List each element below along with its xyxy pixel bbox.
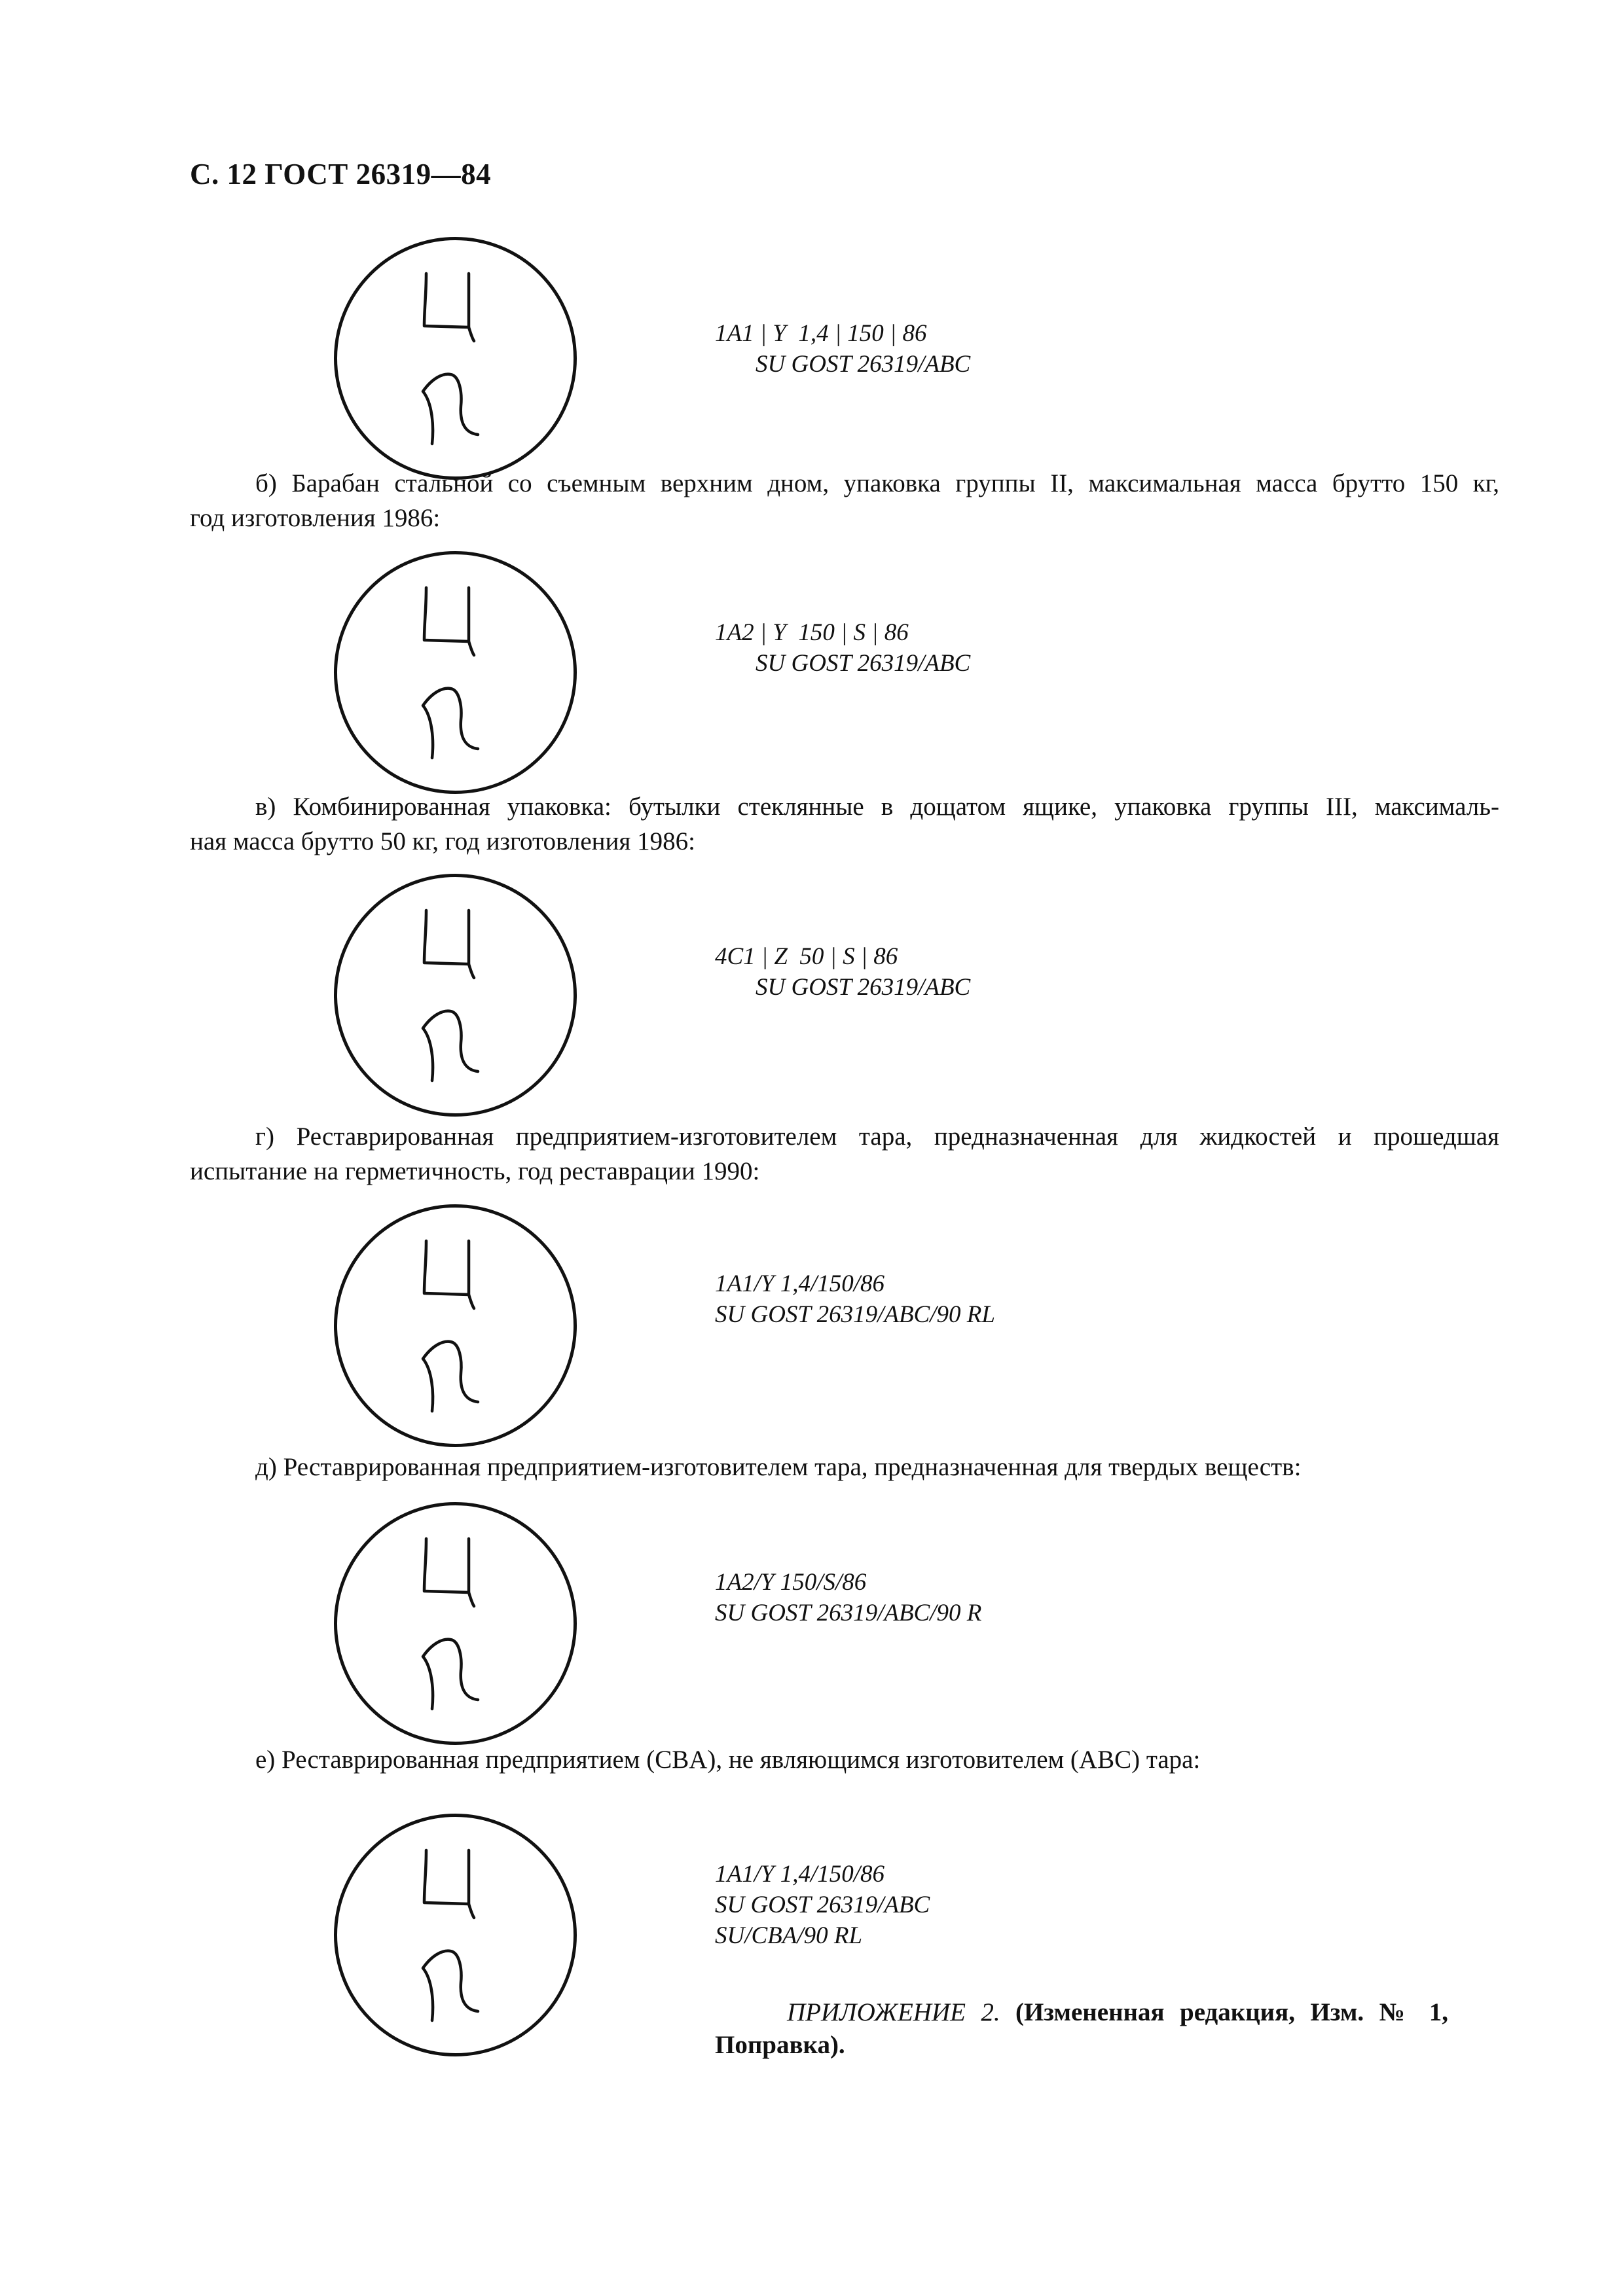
ip-emblem bbox=[333, 236, 578, 481]
marking-code-line: SU/CBA/90 RL bbox=[715, 1922, 863, 1949]
item-caption bbox=[190, 789, 1499, 859]
caption-line: б) Барабан стальной со съемным верхним дном, упаковка группы II, максимальная масса брутто 150 кг, bbox=[255, 469, 1499, 497]
appendix-note bbox=[715, 1996, 1448, 2062]
item-caption bbox=[190, 1119, 1499, 1189]
caption-line: год изготовления 1986: bbox=[190, 504, 441, 532]
marking-code bbox=[715, 1268, 995, 1330]
marking-code-line: 1A2 | Y 150 | S | 86 bbox=[715, 619, 909, 646]
ip-emblem bbox=[333, 1203, 578, 1448]
marking-code-line: SU GOST 26319/ABC bbox=[756, 650, 971, 677]
ip-emblem bbox=[333, 1812, 578, 2058]
ip-emblem bbox=[333, 872, 578, 1118]
marking-code bbox=[715, 617, 970, 679]
caption-line: ная масса брутто 50 кг, год изготовления 1986: bbox=[190, 827, 695, 855]
marking-code bbox=[715, 1567, 981, 1628]
ip-emblem bbox=[333, 550, 578, 795]
marking-code-line: SU GOST 26319/ABC bbox=[756, 974, 971, 1001]
marking-code-line: SU GOST 26319/ABC/90 R bbox=[715, 1600, 982, 1626]
marking-code bbox=[715, 1859, 930, 1951]
page-header: С. 12 ГОСТ 26319—84 bbox=[190, 158, 492, 190]
item-caption bbox=[190, 466, 1499, 535]
caption-line: в) Комбинированная упаковка: бутылки стеклянные в дощатом ящике, упаковка группы III, максималь- bbox=[255, 793, 1499, 821]
item-caption bbox=[190, 1450, 1499, 1484]
item-caption bbox=[190, 1742, 1499, 1777]
appendix-line bbox=[715, 1996, 1448, 2029]
marking-code-line: 1A1/Y 1,4/150/86 bbox=[715, 1270, 885, 1297]
marking-code-line: SU GOST 26319/ABC bbox=[756, 351, 971, 378]
revision-note: (Измененная редакция, Изм. № 1, bbox=[1015, 1998, 1449, 2026]
marking-code bbox=[715, 318, 970, 380]
revision-note: Поправка). bbox=[715, 2031, 845, 2059]
caption-line: г) Реставрированная предприятием-изготовителем тара, предназначенная для жидкостей и прошедшая bbox=[255, 1122, 1499, 1151]
marking-code-line: 4C1 | Z 50 | S | 86 bbox=[715, 943, 898, 970]
marking-code bbox=[715, 941, 970, 1003]
appendix-label: ПРИЛОЖЕНИЕ 2. bbox=[787, 1998, 1000, 2026]
caption-line: испытание на герметичность, год реставрации 1990: bbox=[190, 1157, 760, 1185]
marking-code-line: 1A1 | Y 1,4 | 150 | 86 bbox=[715, 320, 927, 347]
marking-code-line: SU GOST 26319/ABC bbox=[715, 1892, 930, 1918]
marking-code-line: 1A1/Y 1,4/150/86 bbox=[715, 1861, 885, 1888]
marking-code-line: SU GOST 26319/ABC/90 RL bbox=[715, 1301, 995, 1328]
marking-code-line: 1A2/Y 150/S/86 bbox=[715, 1569, 867, 1596]
caption-line: е) Реставрированная предприятием (CBA), не являющимся изготовителем (ABC) тара: bbox=[255, 1746, 1201, 1774]
ip-emblem bbox=[333, 1501, 578, 1746]
caption-line: д) Реставрированная предприятием-изготовителем тара, предназначенная для твердых веществ: bbox=[255, 1453, 1302, 1481]
